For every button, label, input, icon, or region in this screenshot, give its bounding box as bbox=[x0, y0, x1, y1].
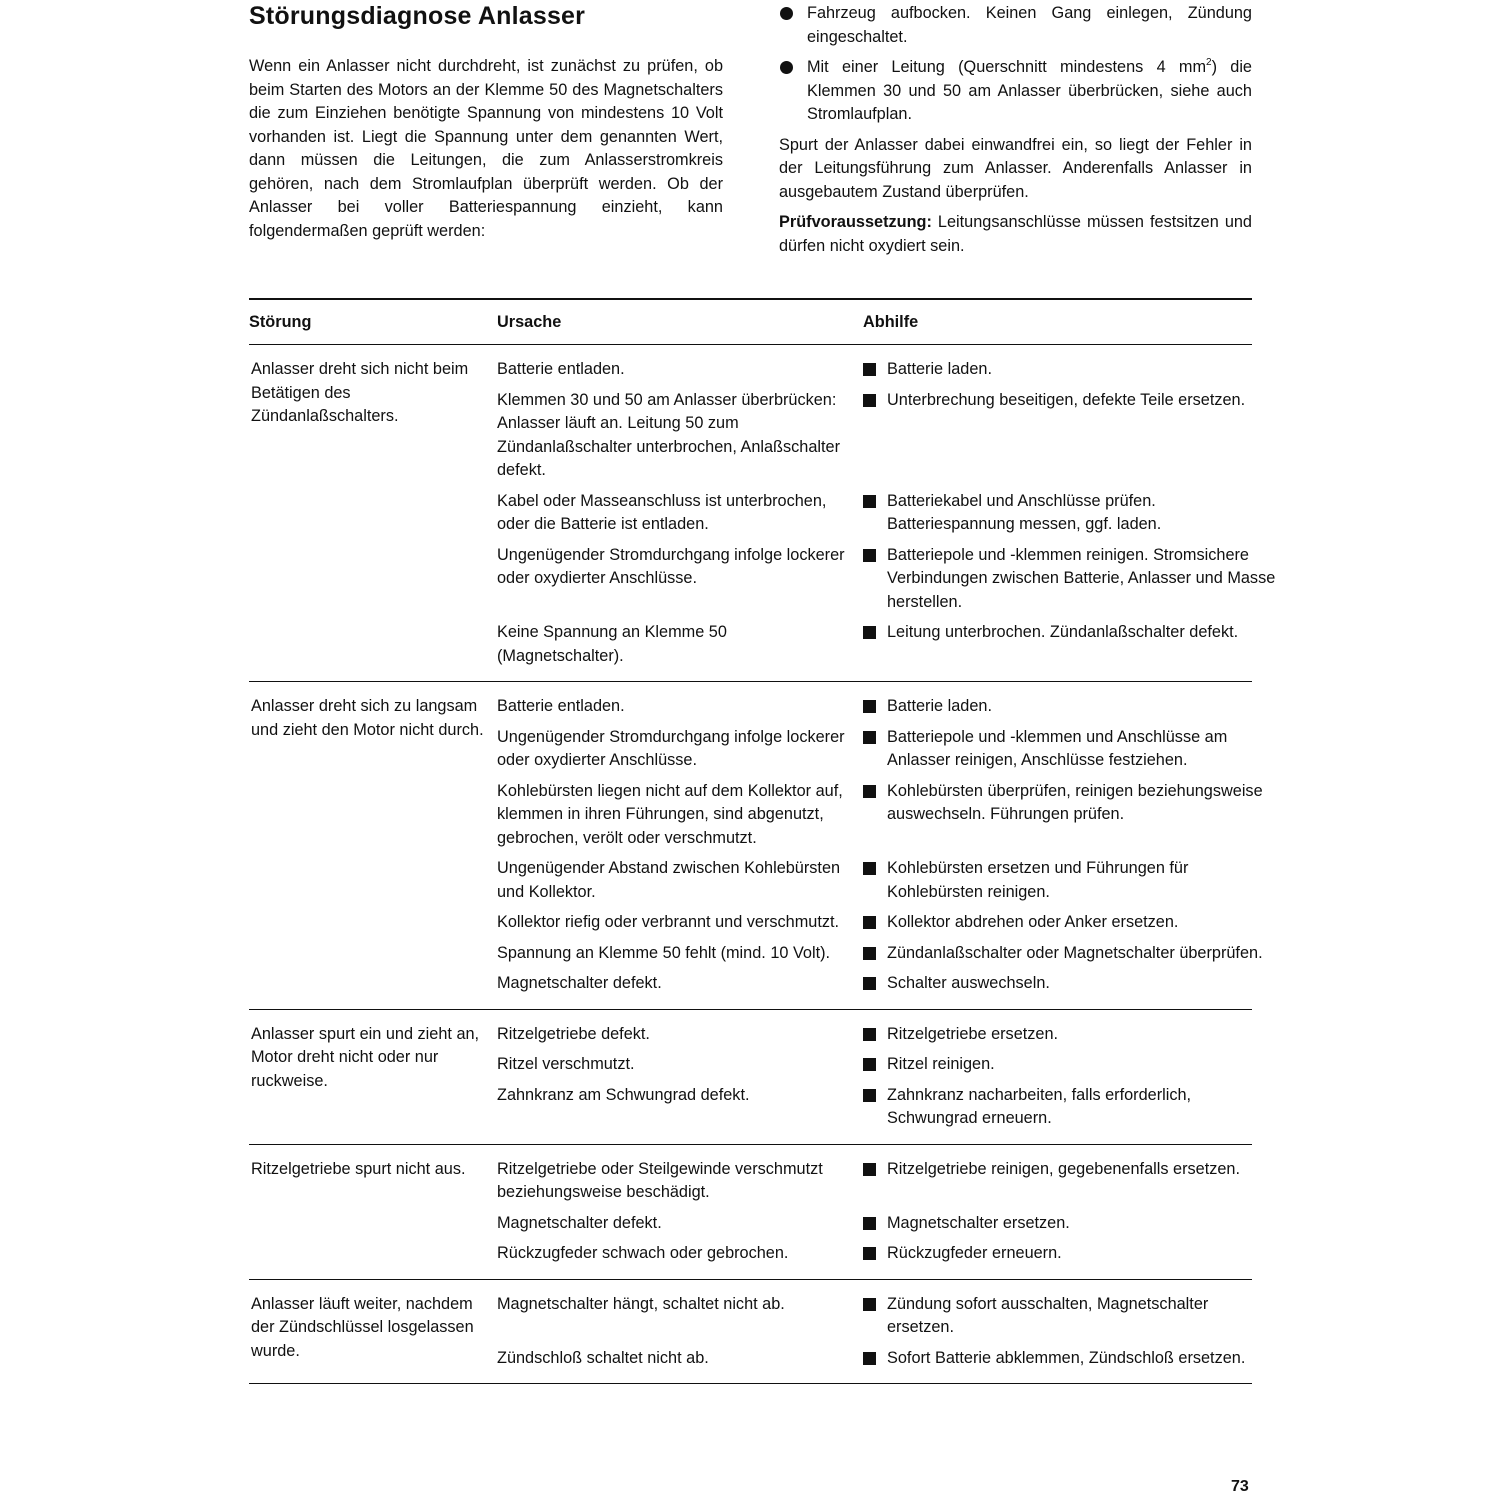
square-bullet-icon bbox=[863, 495, 876, 508]
remedy-text: Ritzel reinigen. bbox=[887, 1055, 995, 1073]
fault-description: Ritzelgetriebe spurt nicht aus. bbox=[251, 1159, 466, 1178]
square-bullet-icon bbox=[863, 1163, 876, 1176]
remedy-cell bbox=[863, 780, 1276, 851]
remedy-cell bbox=[863, 857, 1276, 904]
table-row bbox=[497, 490, 1276, 537]
cause-cell: Magnetschalter defekt. bbox=[497, 1213, 662, 1232]
superscript-two: 2 bbox=[1206, 57, 1212, 68]
remedy-text: Batteriepole und -klemmen reinigen. Stromsichere Verbindungen zwischen Batterie, Anlasser und Masse herstellen. bbox=[887, 545, 1276, 611]
prerequisite-text: Leitungsanschlüsse müssen festsitzen und dürfen nicht oxydiert sein. bbox=[779, 213, 1252, 255]
test-instructions bbox=[779, 2, 1252, 265]
table-row bbox=[497, 1084, 1276, 1131]
remedy-cell bbox=[863, 1084, 1276, 1131]
remedy-text: Rückzugfeder erneuern. bbox=[887, 1244, 1062, 1262]
table-row bbox=[497, 621, 1276, 668]
remedy-text: Batterie laden. bbox=[887, 360, 992, 378]
square-bullet-icon bbox=[863, 1028, 876, 1041]
bullet-dot-icon bbox=[780, 7, 793, 20]
table-row bbox=[497, 358, 1276, 382]
table-row bbox=[497, 389, 1276, 483]
cause-cell: Klemmen 30 und 50 am Anlasser überbrücken: Anlasser läuft an. Leitung 50 zum Zündanlaßschalter unterbrochen, Anlaßschalter defekt. bbox=[497, 390, 841, 479]
result-note: Spurt der Anlasser dabei einwandfrei ein, so liegt der Fehler in der Leitungsführung zum Anlasser. Anderenfalls Anlasser in ausgebautem Zustand überprüfen. bbox=[779, 135, 1252, 201]
remedy-cell bbox=[863, 1347, 1276, 1371]
table-row bbox=[497, 911, 1276, 935]
remedy-text: Batteriepole und -klemmen und Anschlüsse am Anlasser reinigen, Anschlüsse festziehen. bbox=[887, 727, 1228, 769]
remedy-text: Zahnkranz nacharbeiten, falls erforderlich, Schwungrad erneuern. bbox=[887, 1085, 1192, 1127]
table-row bbox=[497, 1242, 1276, 1266]
square-bullet-icon bbox=[863, 916, 876, 929]
instruction-step-2 bbox=[779, 56, 1252, 127]
cause-cell: Zahnkranz am Schwungrad defekt. bbox=[497, 1085, 750, 1104]
intro-paragraph: Wenn ein Anlasser nicht durchdreht, ist zunächst zu prüfen, ob beim Starten des Motors an der Klemme 50 des Magnetschalters die zum Einziehen benötigte Spannung von mindestens 10 Volt vorhanden ist. Liegt die Spannung unter dem genannten Wert, dann müssen die Leitungen, die zum Anlasserstromkreis gehören, nach dem Stromlaufplan überprüft werden. Ob der Anlasser bei voller Batteriespannung einzieht, kann folgendermaßen geprüft werden: bbox=[249, 57, 723, 240]
table-row bbox=[497, 1347, 1276, 1371]
remedy-cell bbox=[863, 1023, 1276, 1047]
remedy-text: Kohlebürsten überprüfen, reinigen beziehungsweise auswechseln. Führungen prüfen. bbox=[887, 781, 1263, 823]
square-bullet-icon bbox=[863, 731, 876, 744]
remedy-text: Leitung unterbrochen. Zündanlaßschalter defekt. bbox=[887, 623, 1239, 641]
remedy-cell bbox=[863, 911, 1276, 935]
remedy-text: Zündung sofort ausschalten, Magnetschalter ersetzen. bbox=[887, 1294, 1209, 1336]
remedy-cell bbox=[863, 695, 1276, 719]
cause-cell: Magnetschalter defekt. bbox=[497, 974, 662, 992]
prerequisite-note bbox=[779, 211, 1252, 258]
remedy-cell bbox=[863, 942, 1276, 966]
remedy-cell bbox=[863, 389, 1276, 483]
header-cause: Ursache bbox=[497, 312, 562, 331]
square-bullet-icon bbox=[863, 862, 876, 875]
instruction-step-1 bbox=[779, 2, 1252, 49]
remedy-text: Sofort Batterie abklemmen, Zündschloß ersetzen. bbox=[887, 1348, 1246, 1367]
remedy-text: Kohlebürsten ersetzen und Führungen für Kohlebürsten reinigen. bbox=[887, 859, 1189, 901]
remedy-text: Magnetschalter ersetzen. bbox=[887, 1213, 1070, 1232]
remedy-cell bbox=[863, 621, 1276, 668]
cause-remedy-list bbox=[497, 1023, 1276, 1138]
table-row bbox=[497, 726, 1276, 773]
cause-cell: Kabel oder Masseanschluss ist unterbrochen, oder die Batterie ist entladen. bbox=[497, 491, 827, 533]
instruction-step-1-text: Fahrzeug aufbocken. Keinen Gang einlegen, Zündung eingeschaltet. bbox=[807, 4, 1252, 46]
fault-group bbox=[249, 1280, 1252, 1385]
table-row bbox=[497, 1212, 1276, 1236]
square-bullet-icon bbox=[863, 1089, 876, 1102]
square-bullet-icon bbox=[863, 549, 876, 562]
remedy-cell bbox=[863, 1293, 1276, 1340]
remedy-cell bbox=[863, 1158, 1276, 1205]
fault-group bbox=[249, 1145, 1252, 1280]
page-title: Störungsdiagnose Anlasser bbox=[249, 2, 586, 30]
remedy-text: Ritzelgetriebe ersetzen. bbox=[887, 1024, 1059, 1043]
diagnosis-table bbox=[249, 298, 1276, 1384]
cause-cell: Ritzel verschmutzt. bbox=[497, 1055, 635, 1073]
remedy-cell bbox=[863, 1242, 1276, 1266]
cause-cell: Rückzugfeder schwach oder gebrochen. bbox=[497, 1244, 789, 1262]
header-fault: Störung bbox=[249, 312, 312, 331]
remedy-text: Kollektor abdrehen oder Anker ersetzen. bbox=[887, 913, 1179, 931]
table-row bbox=[497, 1023, 1276, 1047]
cause-remedy-list bbox=[497, 358, 1276, 675]
cause-remedy-list bbox=[497, 1293, 1276, 1378]
remedy-cell bbox=[863, 358, 1276, 382]
remedy-text: Schalter auswechseln. bbox=[887, 974, 1050, 992]
page-number: 73 bbox=[1231, 1478, 1249, 1495]
remedy-cell bbox=[863, 490, 1276, 537]
remedy-text: Ritzelgetriebe reinigen, gegebenenfalls ersetzen. bbox=[887, 1159, 1240, 1178]
fault-description: Anlasser läuft weiter, nachdem der Zündschlüssel losgelassen wurde. bbox=[251, 1294, 474, 1360]
square-bullet-icon bbox=[863, 785, 876, 798]
remedy-text: Unterbrechung beseitigen, defekte Teile ersetzen. bbox=[887, 390, 1246, 409]
remedy-cell bbox=[863, 972, 1276, 996]
remedy-text: Batterie laden. bbox=[887, 697, 992, 715]
table-row bbox=[497, 1158, 1276, 1205]
cause-cell: Spannung an Klemme 50 fehlt (mind. 10 Volt). bbox=[497, 943, 831, 962]
table-row bbox=[497, 972, 1276, 996]
cause-cell: Magnetschalter hängt, schaltet nicht ab. bbox=[497, 1294, 785, 1313]
table-header bbox=[249, 300, 1252, 345]
remedy-cell bbox=[863, 1053, 1276, 1077]
square-bullet-icon bbox=[863, 363, 876, 376]
cause-cell: Kohlebürsten liegen nicht auf dem Kollektor auf, klemmen in ihren Führungen, sind abgenutzt, gebrochen, verölt oder verschmutzt. bbox=[497, 781, 843, 847]
instruction-step-2-post: ) die Klemmen 30 und 50 am Anlasser überbrücken, siehe auch Stromlaufplan. bbox=[807, 58, 1252, 123]
square-bullet-icon bbox=[863, 1217, 876, 1230]
cause-cell: Ritzelgetriebe oder Steilgewinde verschmutzt beziehungsweise beschädigt. bbox=[497, 1159, 823, 1201]
fault-group bbox=[249, 682, 1263, 1010]
remedy-cell bbox=[863, 726, 1276, 773]
cause-cell: Batterie entladen. bbox=[497, 360, 625, 378]
cause-cell: Ritzelgetriebe defekt. bbox=[497, 1024, 650, 1043]
cause-remedy-list bbox=[497, 695, 1276, 1003]
cause-cell: Keine Spannung an Klemme 50 (Magnetschalter). bbox=[497, 623, 727, 665]
square-bullet-icon bbox=[863, 1298, 876, 1311]
cause-cell: Zündschloß schaltet nicht ab. bbox=[497, 1348, 709, 1367]
cause-cell: Ungenügender Stromdurchgang infolge lockerer oder oxydierter Anschlüsse. bbox=[497, 727, 845, 769]
fault-group bbox=[249, 1010, 1252, 1145]
square-bullet-icon bbox=[863, 977, 876, 990]
header-remedy: Abhilfe bbox=[863, 312, 919, 331]
table-row bbox=[497, 1293, 1276, 1340]
table-row bbox=[497, 780, 1276, 851]
table-row bbox=[497, 942, 1276, 966]
square-bullet-icon bbox=[863, 1247, 876, 1260]
square-bullet-icon bbox=[863, 700, 876, 713]
square-bullet-icon bbox=[863, 394, 876, 407]
fault-description: Anlasser dreht sich zu langsam und zieht den Motor nicht durch. bbox=[251, 697, 484, 739]
prerequisite-label: Prüfvoraussetzung: bbox=[779, 213, 932, 231]
instruction-step-2-pre: Mit einer Leitung (Querschnitt mindestens 4 mm bbox=[807, 58, 1207, 76]
table-body bbox=[249, 345, 1276, 1384]
fault-description: Anlasser spurt ein und zieht an, Motor dreht nicht oder nur ruckweise. bbox=[251, 1024, 480, 1090]
fault-group bbox=[249, 345, 1276, 682]
square-bullet-icon bbox=[863, 626, 876, 639]
table-row bbox=[497, 695, 1276, 719]
fault-description: Anlasser dreht sich nicht beim Betätigen des Zündanlaßschalters. bbox=[251, 360, 469, 425]
square-bullet-icon bbox=[863, 1058, 876, 1071]
cause-cell: Batterie entladen. bbox=[497, 697, 625, 715]
instruction-step-2-text bbox=[807, 58, 1252, 123]
remedy-cell bbox=[863, 544, 1276, 615]
remedy-text: Zündanlaßschalter oder Magnetschalter überprüfen. bbox=[887, 943, 1263, 962]
table-row bbox=[497, 1053, 1276, 1077]
square-bullet-icon bbox=[863, 947, 876, 960]
square-bullet-icon bbox=[863, 1352, 876, 1365]
bullet-dot-icon bbox=[780, 61, 793, 74]
remedy-text: Batteriekabel und Anschlüsse prüfen. Batteriespannung messen, ggf. laden. bbox=[887, 491, 1162, 533]
cause-cell: Ungenügender Stromdurchgang infolge lockerer oder oxydierter Anschlüsse. bbox=[497, 545, 845, 587]
table-row bbox=[497, 857, 1276, 904]
table-row bbox=[497, 544, 1276, 615]
cause-remedy-list bbox=[497, 1158, 1276, 1273]
cause-cell: Kollektor riefig oder verbrannt und verschmutzt. bbox=[497, 913, 840, 931]
cause-cell: Ungenügender Abstand zwischen Kohlebürsten und Kollektor. bbox=[497, 859, 841, 901]
remedy-cell bbox=[863, 1212, 1276, 1236]
